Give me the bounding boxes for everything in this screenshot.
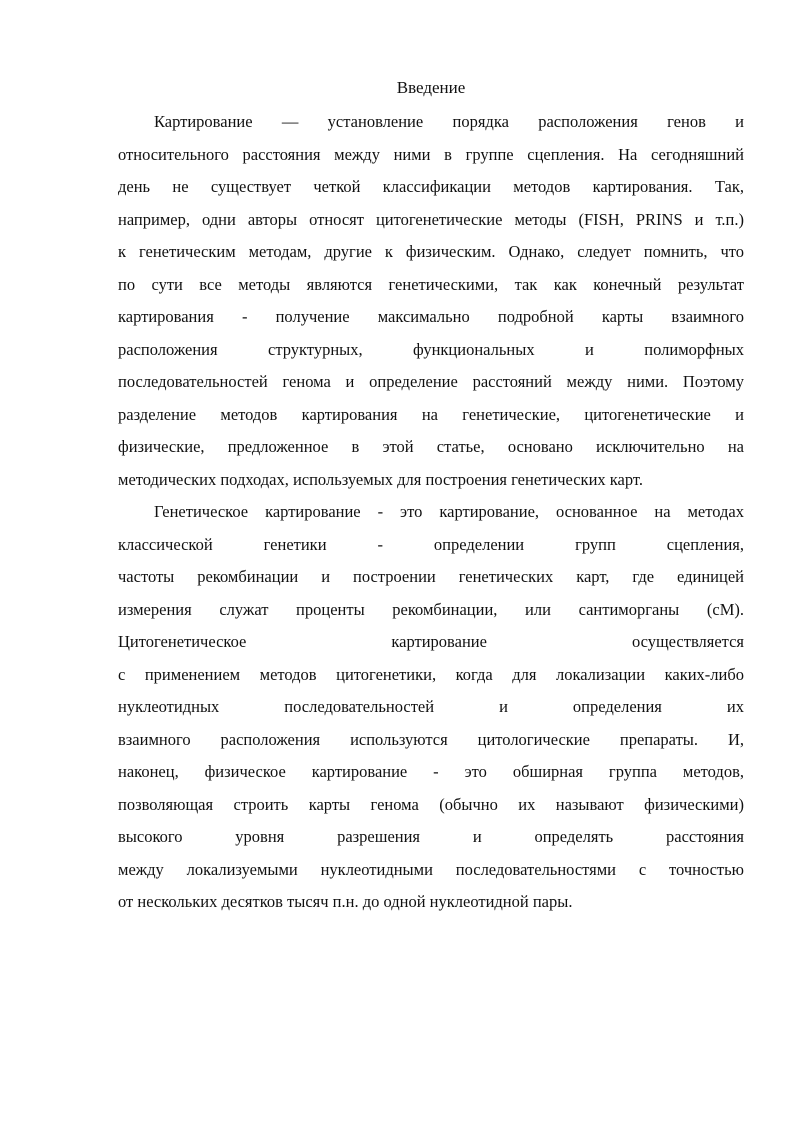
text-line: наконец, физическое картирование - это обширная группа методов, bbox=[118, 762, 744, 781]
text-line: физические, предложенное в этой статье, основано исключительно на bbox=[118, 437, 744, 456]
text-line: Картирование — установление порядка расположения генов и bbox=[154, 112, 744, 131]
text-line: по сути все методы являются генетическими, так как конечный результат bbox=[118, 274, 744, 294]
text-line: например, одни авторы относят цитогенетические методы (FISH, PRINS и т.п.) bbox=[118, 209, 744, 229]
text-line: высокого уровня разрешения и определять расстояния bbox=[118, 827, 744, 846]
text-line: позволяющая строить карты генома (обычно их называют физическими) bbox=[118, 794, 744, 814]
text-line: Цитогенетическое картирование осуществляется bbox=[118, 632, 744, 651]
document-title: Введение bbox=[396, 78, 466, 97]
text-line: классической генетики - определении групп сцепления, bbox=[118, 534, 744, 554]
text-line: последовательностей генома и определение расстояний между ними. Поэтому bbox=[118, 372, 744, 391]
text-line: методических подходах, используемых для построения генетических карт. bbox=[118, 469, 643, 489]
text-line: между локализуемыми нуклеотидными последовательностями с точностью bbox=[118, 859, 744, 879]
text-line: относительного расстояния между ними в группе сцепления. На сегодняшний bbox=[118, 144, 744, 164]
text-line: день не существует четкой классификации методов картирования. Так, bbox=[118, 177, 744, 196]
text-line: с применением методов цитогенетики, когда для локализации каких-либо bbox=[118, 664, 744, 684]
text-line: картирования - получение максимально подробной карты взаимного bbox=[118, 307, 744, 326]
text-line: к генетическим методам, другие к физическим. Однако, следует помнить, что bbox=[118, 242, 744, 261]
text-line: Генетическое картирование - это картирование, основанное на методах bbox=[154, 502, 744, 521]
document-body bbox=[118, 106, 744, 919]
text-line: расположения структурных, функциональных и полиморфных bbox=[118, 339, 744, 359]
text-line: взаимного расположения используются цитологические препараты. И, bbox=[118, 729, 744, 749]
text-line: от нескольких десятков тысяч п.н. до одной нуклеотидной пары. bbox=[118, 892, 573, 911]
text-line: нуклеотидных последовательностей и определения их bbox=[118, 697, 744, 716]
text-line: частоты рекомбинации и построении генетических карт, где единицей bbox=[118, 567, 744, 586]
text-line: разделение методов картирования на генетические, цитогенетические и bbox=[118, 404, 744, 424]
text-line: измерения служат проценты рекомбинации, или сантиморганы (cM). bbox=[118, 599, 744, 619]
